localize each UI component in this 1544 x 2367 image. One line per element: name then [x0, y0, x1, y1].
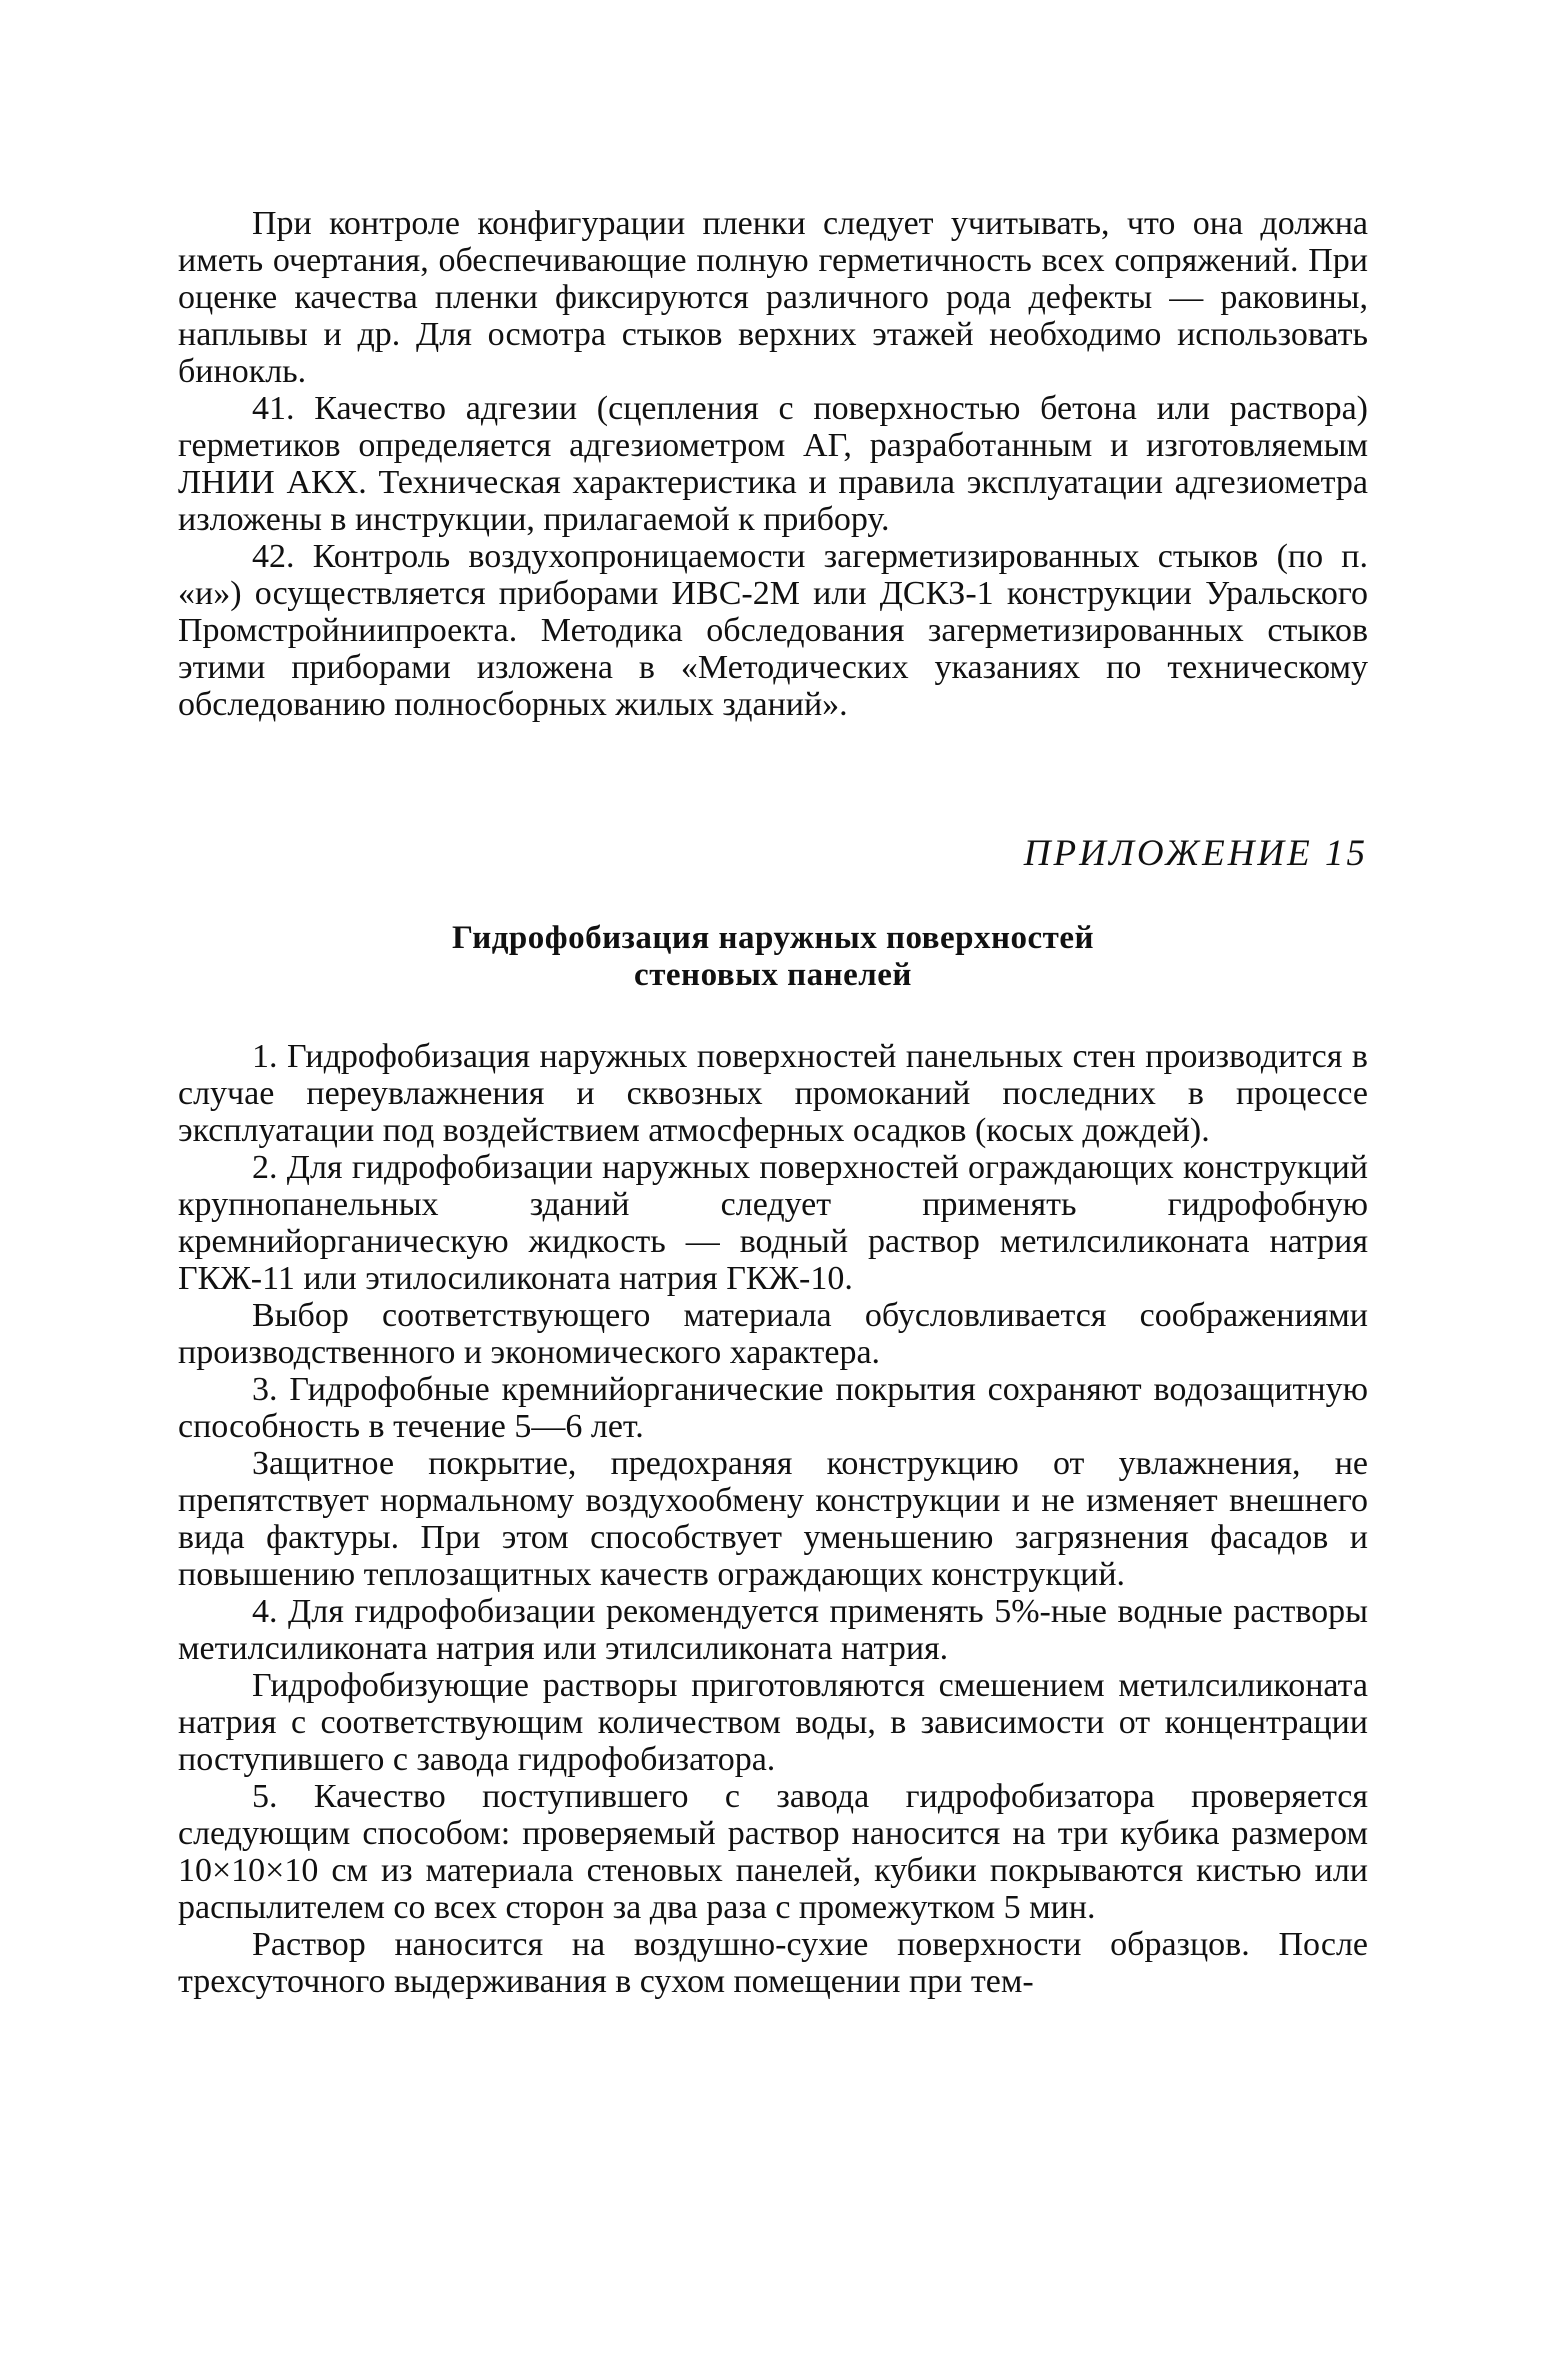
document-page: [178, 205, 1368, 2000]
paragraph-5-continued: Раствор наносится на воздушно-сухие поверхности образцов. После трехсуточного выдерживания в сухом помещении при тем-: [178, 1926, 1368, 2000]
section-title-line-1: Гидрофобизация наружных поверхностей: [451, 920, 1095, 956]
paragraph-4-continued: Гидрофобизующие растворы приготовляются смешением метилсиликоната натрия с соответствующим количеством воды, в зависимости от концентрации поступившего с завода гидрофобизатора.: [178, 1667, 1368, 1778]
paragraph-41-adhesion: 41. Качество адгезии (сцепления с поверхностью бетона или раствора) герметиков определяется адгезиометром АГ, разработанным и изготовляемым ЛНИИ АКХ. Техническая характеристика и правила эксплуатации адгезиометра изложены в инструкции, прилагаемой к прибору.: [178, 390, 1368, 538]
paragraph-2-continued: Выбор соответствующего материала обусловливается соображениями производственного и экономического характера.: [178, 1297, 1368, 1371]
section-title-line-2: стеновых панелей: [634, 957, 912, 993]
paragraph-3: 3. Гидрофобные кремнийорганические покрытия сохраняют водозащитную способность в течение 5—6 лет.: [178, 1371, 1368, 1445]
appendix-label: ПРИЛОЖЕНИЕ 15: [1023, 833, 1368, 874]
paragraph-4: 4. Для гидрофобизации рекомендуется применять 5%-ные водные растворы метилсиликоната натрия или этилсиликоната натрия.: [178, 1593, 1368, 1667]
section-title: [178, 920, 1368, 994]
paragraph-42-air-permeability: 42. Контроль воздухопроницаемости загерметизированных стыков (по п. «и») осуществляется приборами ИВС-2М или ДСКЗ-1 конструкции Уральского Промстройниипроекта. Методика обследования загерметизированных стыков этими приборами изложена в «Методических указаниях по техническому обследованию полносборных жилых зданий».: [178, 538, 1368, 723]
paragraph-3-continued: Защитное покрытие, предохраняя конструкцию от увлажнения, не препятствует нормальному воздухообмену конструкции и не изменяет внешнего вида фактуры. При этом способствует уменьшению загрязнения фасадов и повышению теплозащитных качеств ограждающих конструкций.: [178, 1445, 1368, 1593]
paragraph-film-control: При контроле конфигурации пленки следует учитывать, что она должна иметь очертания, обеспечивающие полную герметичность всех сопряжений. При оценке качества пленки фиксируются различного рода дефекты — раковины, наплывы и др. Для осмотра стыков верхних этажей необходимо использовать бинокль.: [178, 205, 1368, 390]
paragraph-2: 2. Для гидрофобизации наружных поверхностей ограждающих конструкций крупнопанельных зданий следует применять гидрофобную кремнийорганическую жидкость — водный раствор метилсиликоната натрия ГКЖ-11 или этилосиликоната натрия ГКЖ-10.: [178, 1149, 1368, 1297]
paragraph-1: 1. Гидрофобизация наружных поверхностей панельных стен производится в случае переувлажнения и сквозных промоканий последних в процессе эксплуатации под воздействием атмосферных осадков (косых дождей).: [178, 1038, 1368, 1149]
paragraph-5: 5. Качество поступившего с завода гидрофобизатора проверяется следующим способом: проверяемый раствор наносится на три кубика размером 10×10×10 см из материала стеновых панелей, кубики покрываются кистью или распылителем со всех сторон за два раза с промежутком 5 мин.: [178, 1778, 1368, 1926]
